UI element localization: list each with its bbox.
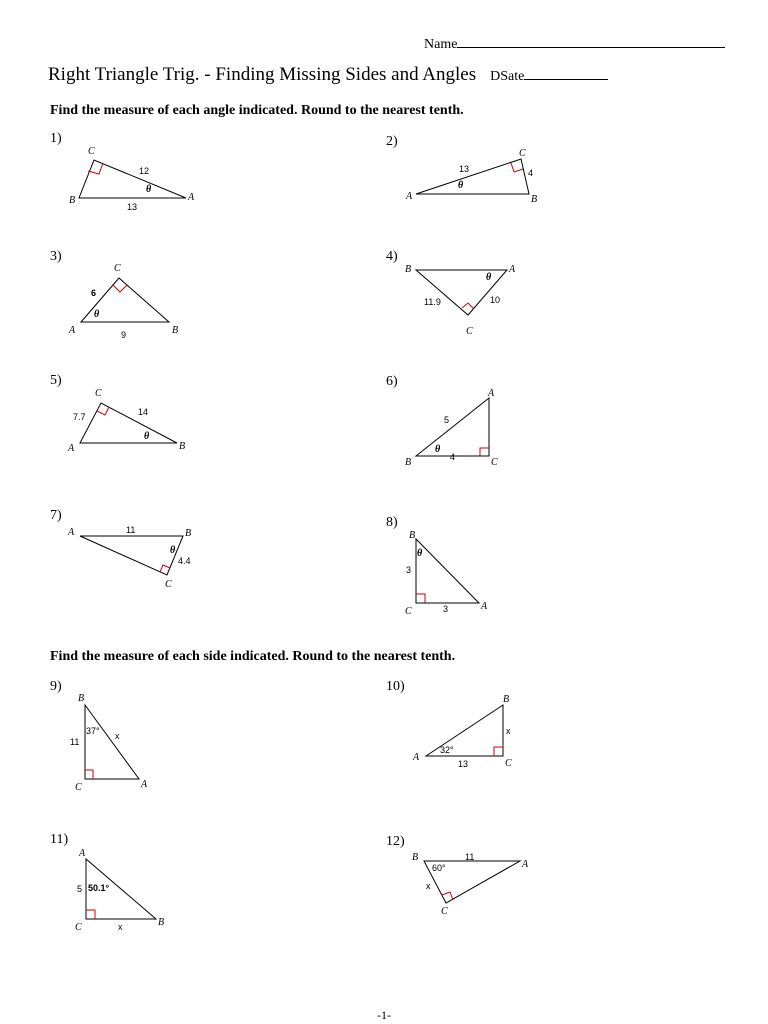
side-label: 5 <box>444 415 450 425</box>
side-label: 6 <box>91 288 97 298</box>
triangle-diagram-11 <box>75 848 164 933</box>
problem-number: 9) <box>50 679 62 694</box>
problem-number: 10) <box>386 679 405 694</box>
vertex-label: A <box>188 192 195 203</box>
angle-label: 50.1° <box>88 883 110 893</box>
side-label: x <box>115 731 120 741</box>
triangle-diagram-5 <box>67 388 185 454</box>
angle-label: 60° <box>432 863 446 873</box>
vertex-label: C <box>165 579 172 590</box>
page-number: -1- <box>377 1008 391 1022</box>
side-label: x <box>118 922 123 932</box>
vertex-label: B <box>179 441 186 452</box>
vertex-label: B <box>158 917 165 928</box>
side-label: 13 <box>458 759 469 769</box>
vertex-label: A <box>68 443 75 454</box>
vertex-label: C <box>491 457 498 468</box>
triangle-diagram-10 <box>412 694 512 769</box>
vertex-label: C <box>519 148 526 159</box>
problem-number: 7) <box>50 508 62 523</box>
problem-number: 8) <box>386 515 398 530</box>
triangle-diagram-4 <box>405 264 516 337</box>
angle-label: 37° <box>86 726 100 736</box>
triangle-diagram-9 <box>70 693 148 793</box>
side-label: x <box>426 881 431 891</box>
vertex-label: B <box>405 264 412 275</box>
triangle-diagram-6 <box>405 388 498 468</box>
triangle-diagram-2 <box>405 148 537 205</box>
angle-label: 32° <box>440 745 454 755</box>
section-1-instruction: Find the measure of each angle indicated. Round to the nearest tenth. <box>50 103 464 118</box>
angle-label: θ <box>144 431 150 442</box>
problem-number: 6) <box>386 374 398 389</box>
problem-number: 3) <box>50 249 62 264</box>
vertex-label: A <box>481 601 488 612</box>
vertex-label: A <box>69 325 76 336</box>
problem-number: 12) <box>386 834 405 849</box>
vertex-label: C <box>75 922 82 933</box>
side-label: 5 <box>77 884 83 894</box>
side-label: 11 <box>70 737 80 747</box>
vertex-label: C <box>466 326 473 337</box>
vertex-label: A <box>79 848 86 859</box>
vertex-label: B <box>185 528 192 539</box>
side-label: 3 <box>406 565 412 575</box>
side-label: 14 <box>138 407 149 417</box>
problem-number: 4) <box>386 249 398 264</box>
vertex-label: C <box>95 388 102 399</box>
problem-number: 1) <box>50 131 62 146</box>
vertex-label: A <box>509 264 516 275</box>
vertex-label: A <box>68 527 75 538</box>
angle-label: θ <box>146 184 152 195</box>
side-label: 11.9 <box>424 297 441 307</box>
angle-label: θ <box>486 272 492 283</box>
vertex-label: B <box>412 852 419 863</box>
angle-label: θ <box>94 309 100 320</box>
vertex-label: B <box>69 195 76 206</box>
vertex-label: B <box>409 530 416 541</box>
vertex-label: B <box>405 457 412 468</box>
side-label: 4.4 <box>178 556 191 566</box>
side-label: 13 <box>127 202 138 212</box>
side-label: 7.7 <box>73 412 86 422</box>
triangle-diagram-1 <box>69 146 195 212</box>
vertex-label: A <box>406 191 413 202</box>
problem-number: 5) <box>50 373 62 388</box>
triangle-diagram-12 <box>412 852 529 917</box>
angle-label: θ <box>417 548 423 559</box>
vertex-label: C <box>405 606 412 617</box>
side-label: 11 <box>126 525 136 535</box>
side-label: 3 <box>443 604 449 614</box>
vertex-label: A <box>141 779 148 790</box>
vertex-label: C <box>505 758 512 769</box>
worksheet-title: Right Triangle Trig. - Finding Missing Sides and Angles <box>48 64 477 85</box>
triangle-diagram-8 <box>405 530 488 617</box>
vertex-label: C <box>75 782 82 793</box>
vertex-label: C <box>441 906 448 917</box>
vertex-label: C <box>88 146 95 157</box>
problem-number: 11) <box>50 832 69 847</box>
side-label: x <box>506 726 511 736</box>
side-label: 11 <box>465 852 475 862</box>
vertex-label: B <box>503 694 510 705</box>
vertex-label: B <box>531 194 538 205</box>
triangle-diagram-7 <box>67 525 191 590</box>
side-label: 13 <box>459 164 470 174</box>
name-label: Name <box>424 37 458 52</box>
angle-label: θ <box>435 444 441 455</box>
vertex-label: C <box>114 263 121 274</box>
vertex-label: B <box>172 325 179 336</box>
angle-label: θ <box>170 545 176 556</box>
vertex-label: A <box>413 752 420 763</box>
side-label: 10 <box>490 295 501 305</box>
side-label: 4 <box>450 452 456 462</box>
side-label: 9 <box>121 330 127 340</box>
section-2-instruction: Find the measure of each side indicated. Round to the nearest tenth. <box>50 649 456 664</box>
vertex-label: A <box>488 388 495 399</box>
side-label: 12 <box>139 166 150 176</box>
vertex-label: B <box>78 693 85 704</box>
vertex-label: A <box>522 859 529 870</box>
side-label: 4 <box>528 168 534 178</box>
date-label: DSate <box>490 69 525 84</box>
angle-label: θ <box>458 180 464 191</box>
triangle-diagram-3 <box>68 263 178 340</box>
problem-number: 2) <box>386 134 398 149</box>
